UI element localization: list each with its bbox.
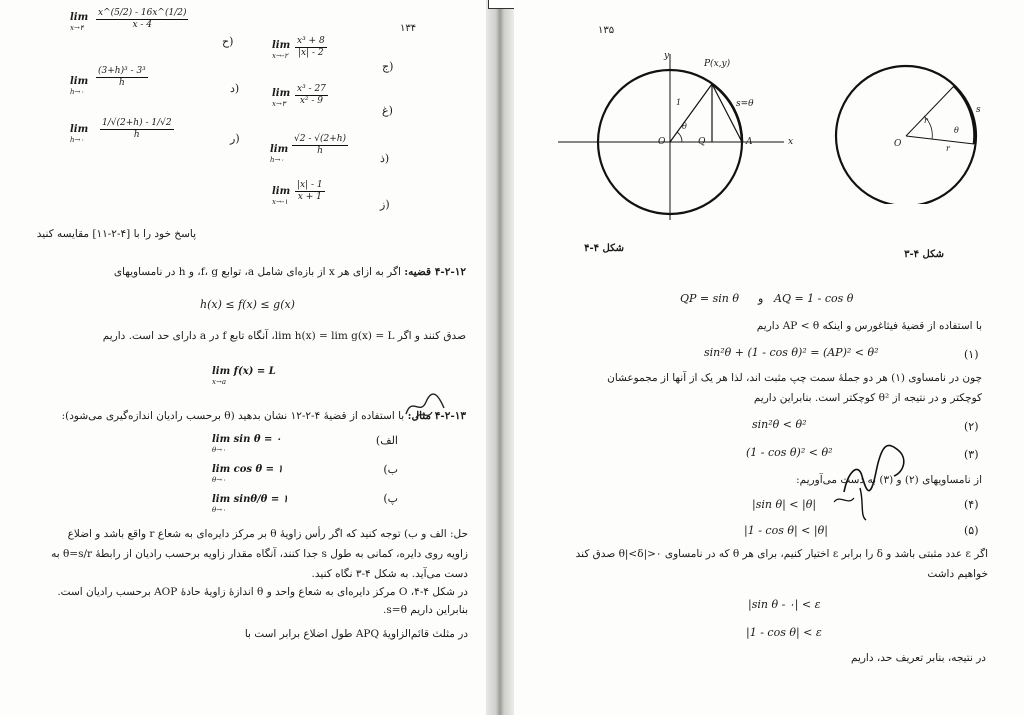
page-number: ۱۳۴ xyxy=(400,23,417,34)
limit-fraction: $\frac{|x| - 1}{x + 1}$ xyxy=(297,180,323,202)
solution-line: در شکل ۴-۴، O مرکز دایره‌ای به شعاع واحد و θ اندازهٔ زاویهٔ حادهٔ AOP برحسب رادیان است. xyxy=(57,586,468,598)
limit-fraction: $\frac{\text{x³ + 8}}{|x| - 2}$ xyxy=(297,36,325,58)
limit-item: lim x→۴ xyxy=(70,12,89,32)
eq-2: sin²θ < θ² xyxy=(752,418,807,431)
eq-number: (۵) xyxy=(964,524,979,537)
book-gutter xyxy=(486,0,514,715)
text-line: با استفاده از قضیهٔ فیثاغورس و اینکه AP < θ داریم xyxy=(756,320,982,332)
solution-line: بنابراین داریم s=θ. xyxy=(383,604,468,616)
limit-label: ر) xyxy=(230,132,240,145)
solution-line: دست می‌آید. به شکل ۴-۳ نگاه کنید. xyxy=(311,568,468,580)
arc-label: s xyxy=(976,105,981,115)
example-intro: ۴-۲-۱۳ مثال: با استفاده از قضیهٔ ۴-۲-۱۲ نشان بدهید (θ برحسب رادیان اندازه‌گیری می‌شود): xyxy=(61,410,466,422)
origin-label: O xyxy=(658,137,666,147)
arc-s-label: s=θ xyxy=(736,99,754,109)
limit-item: lim h→۰ xyxy=(70,76,89,96)
eq-4: |sin θ| < |θ| xyxy=(752,498,817,511)
eq-number: (۱) xyxy=(964,348,979,361)
example-a-label: الف) xyxy=(375,434,398,447)
axis-x-label: x xyxy=(788,137,794,147)
origin-label: O xyxy=(894,139,902,149)
limit-fraction: $\frac{x\^{}(5/2) - 16x\^{}(1/2)}{x - 4}$ xyxy=(98,8,187,30)
left-page xyxy=(0,0,486,715)
example-a: lim sin θ = ۰ θ→۰ xyxy=(212,434,282,454)
eq-conjunction: و xyxy=(758,292,764,305)
eq-number: (۲) xyxy=(964,420,979,433)
limit-label: ج) xyxy=(382,60,394,73)
eq-5: |1 - cos θ| < |θ| xyxy=(744,524,828,537)
example-c-label: پ) xyxy=(383,492,398,505)
eq-number: (۴) xyxy=(964,498,979,511)
limit-label: ذ) xyxy=(380,152,390,165)
compare-note: پاسخ خود را با [۴-۲-۱۱] مقایسه کنید xyxy=(36,228,196,240)
limit-item: lim x→۳ xyxy=(272,88,291,108)
figure-caption: شکل ۴-۴ xyxy=(584,243,624,254)
point-p-label: P(x,y) xyxy=(704,59,731,69)
theta-label: θ xyxy=(682,122,687,131)
theta-label: θ xyxy=(954,126,959,135)
text-line: چون در نامساوی (۱) هر دو جملهٔ سمت چپ مثبت اند، لذا هر یک از آنها از مجموعشان xyxy=(607,372,982,384)
example-c: lim sinθ/θ = ۱ θ→۰ xyxy=(212,494,289,514)
limit-item: lim h→۰ xyxy=(270,144,289,164)
eq-6: |sin θ - ۰| < ε xyxy=(748,598,821,611)
theorem-text-1: ۴-۲-۱۲ قضیه: اگر به ازای هر x از بازه‌ای شامل a، توابع f، g، و h در نامساویهای xyxy=(113,266,466,278)
eq-7: |1 - cos θ| < ε xyxy=(746,626,822,639)
eq-3: (1 - cos θ)² < θ² xyxy=(746,446,833,459)
solution-line: حل: الف و ب) توجه کنید که اگر رأس زاویهٔ θ بر مرکز دایره‌ای به شعاع r واقع باشد و اضلاع xyxy=(67,528,468,540)
handwritten-mark xyxy=(402,392,448,422)
limit-item: lim x→-۲ xyxy=(272,40,291,60)
limit-label: غ) xyxy=(382,104,393,117)
limit-label: ح) xyxy=(222,35,234,48)
right-page xyxy=(514,0,1024,715)
eq-number: (۳) xyxy=(964,448,979,461)
point-q-label: Q xyxy=(698,137,706,147)
radius-label: r xyxy=(924,116,928,125)
theorem-text-2: صدق کنند و اگر lim h(x) = lim g(x) = L، آنگاه تابع f در a دارای حد است. داریم xyxy=(102,330,466,342)
limit-label: د) xyxy=(230,82,240,95)
theorem-result: lim f(x) = L x→a xyxy=(212,366,276,386)
example-b: lim cos θ = ۱ θ→۰ xyxy=(212,464,283,484)
page-number: ۱۳۵ xyxy=(598,25,615,36)
figure-caption: شکل ۴-۳ xyxy=(904,249,944,260)
radius-one-label: 1 xyxy=(676,98,682,107)
example-b-label: ب) xyxy=(383,463,398,476)
radius-label: r xyxy=(946,144,950,153)
limit-fraction: $\frac{\text{(3+h)³ - 3³}}{h}$ xyxy=(98,66,146,88)
limit-fraction: $\frac{\text{x³ - 27}}{\text{x² - 9}}$ xyxy=(297,84,326,106)
eq-aq: AQ = 1 - cos θ xyxy=(774,292,854,305)
point-a-label: A xyxy=(746,137,753,147)
eq-qp: QP = sin θ xyxy=(680,292,739,305)
limit-item: lim x→-۱ xyxy=(272,186,291,206)
limit-fraction: $\frac{√2 - √(2+h)}{h}$ xyxy=(294,134,347,156)
text-line: در نتیجه، بنابر تعریف حد، داریم xyxy=(850,652,986,664)
theorem-inequality: h(x) ≤ f(x) ≤ g(x) xyxy=(200,298,295,311)
solution-line: در مثلث قائم‌الزاویهٔ APQ طول اضلاع برابر است با xyxy=(244,628,468,640)
text-line: از نامساویهای (۲) و (۳) به دست می‌آوریم: xyxy=(796,474,982,486)
text-line: اگر ε عدد مثبتی باشد و δ را برابر ε اختیار کنیم، برای هر θ که در نامساوی ۰<|θ|<δ صدق کند xyxy=(575,548,988,560)
axis-y-label: y xyxy=(664,51,670,61)
solution-line: زاویه روی دایره، کمانی به طول s جدا کنند، آنگاه مقدار زاویه برحسب رادیان از رابطهٔ θ=s/r به xyxy=(51,548,468,560)
limit-item: lim h→۰ xyxy=(70,124,89,144)
eq-1: sin²θ + (1 - cos θ)² = (AP)² < θ² xyxy=(704,346,879,359)
figure-unit-circle xyxy=(554,44,824,220)
limit-fraction: $\frac{1/√(2+h) - 1/√2}{h}$ xyxy=(102,118,172,140)
text-line: کوچکتر و در نتیجه از θ² کوچکتر است. بنابراین داریم xyxy=(753,392,982,404)
text-line: خواهیم داشت xyxy=(927,568,988,580)
limit-label: ز) xyxy=(380,198,390,211)
